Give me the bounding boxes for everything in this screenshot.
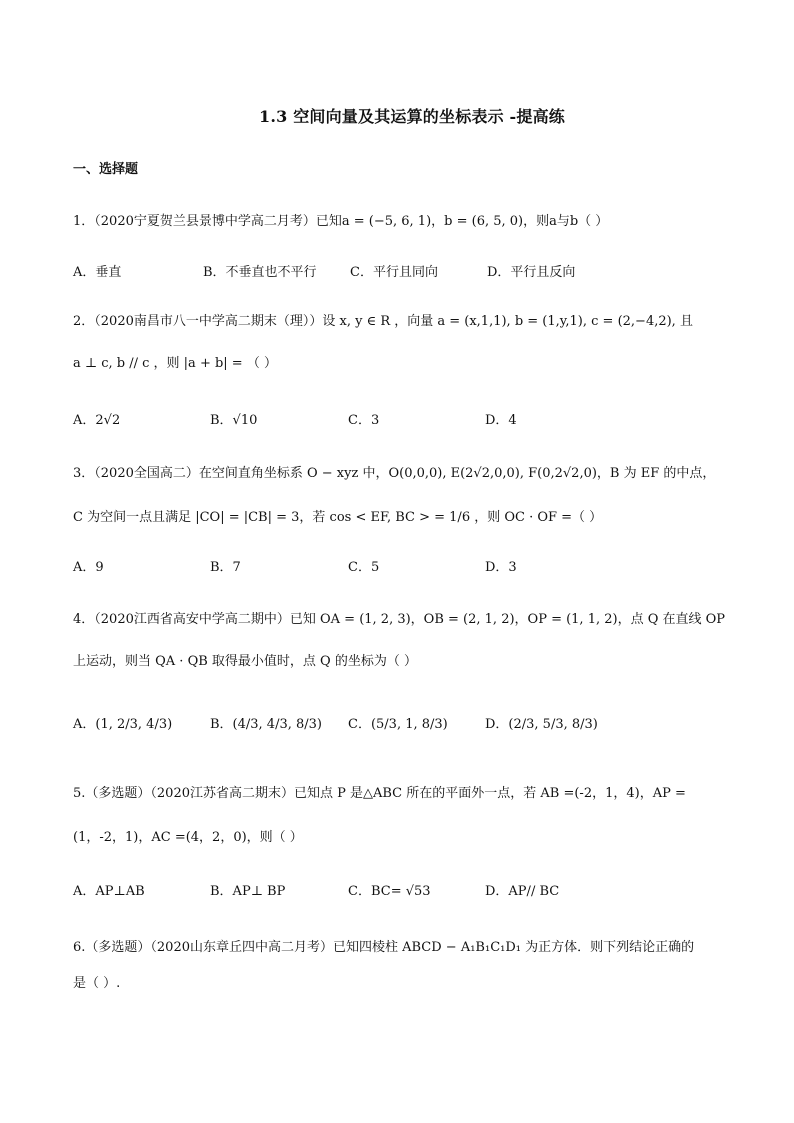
q4-option-d: D．(2/3, 5/3, 8/3) [485,717,598,732]
q1-option-c: C．平行且同向 [350,265,438,280]
q3-option-b: B．7 [210,560,241,575]
q5-option-d: D．AP// BC [485,884,560,899]
q3-option-c: C．5 [348,560,380,575]
page-title: 1.3 空间向量及其运算的坐标表示 -提高练 [258,107,566,126]
q5-option-a: A．AP⊥AB [73,884,145,899]
q2-option-c: C．3 [348,413,380,428]
question-5-options [73,880,559,899]
q5-option-b: B．AP⊥ BP [210,884,286,899]
q1-option-d: D．平行且反向 [487,265,576,280]
question-4-options [73,713,598,732]
q4-option-b: B．(4/3, 4/3, 8/3) [210,717,322,732]
question-3-line-1: 3．（2020全国高二）在空间直角坐标系 O − xyz 中，O(0,0,0), E(2√2,0,0), F(0,2√2,0)，B 为 EF 的中点， [73,466,716,481]
question-2-line-2: a ⊥ c, b // c ，则 |a + b| = （ ） [73,356,277,371]
q3-option-d: D．3 [485,560,517,575]
question-2-line-1: 2．（2020南昌市八一中学高二期末（理））设 x, y ∈ R ，向量 a = (x,1,1), b = (1,y,1), c = (2,−4,2), 且 [73,314,693,329]
question-4-line-2: 上运动，则当 QA · QB 取得最小值时，点 Q 的坐标为（ ） [73,654,417,669]
question-4-line-1: 4．（2020江西省高安中学高二期中）已知 OA = (1, 2, 3)，OB = (2, 1, 2)，OP = (1, 1, 2)，点 Q 在直线 OP [73,612,726,627]
question-3-line-2: C 为空间一点且满足 |CO| = |CB| = 3，若 cos < EF, BC > = 1/6 ，则 OC · OF =（ ） [73,510,603,525]
question-5-line-2: (1，-2，1)，AC =(4，2，0)，则（ ） [73,830,303,845]
q2-option-a: A．2√2 [73,413,121,428]
question-6-line-1: 6.（多选题）（2020山东章丘四中高二月考）已知四棱柱 ABCD − A₁B₁C₁D₁ 为正方体．则下列结论正确的 [73,940,695,955]
q2-option-b: B．√10 [210,413,258,428]
q2-option-d: D．4 [485,413,517,428]
question-5-line-1: 5.（多选题）（2020江苏省高二期末）已知点 P 是△ABC 所在的平面外一点，若 AB =(-2，1，4)，AP = [73,786,686,801]
question-2-options [73,409,517,428]
q1-option-a: A．垂直 [73,265,122,280]
question-1-options [73,261,575,280]
section-heading: 一、选择题 [73,162,139,177]
question-1-stem: 1．（2020宁夏贺兰县景博中学高二月考）已知a = (−5, 6, 1)，b = (6, 5, 0)，则a与b（ ） [73,214,609,229]
q5-option-c: C．BC= √53 [348,884,431,899]
q3-option-a: A．9 [73,560,104,575]
q4-option-c: C．(5/3, 1, 8/3) [348,717,448,732]
q1-option-b: B．不垂直也不平行 [203,265,317,280]
q4-option-a: A．(1, 2/3, 4/3) [73,717,173,732]
question-3-options [73,556,517,575]
question-6-line-2: 是（ ）. [73,976,121,991]
